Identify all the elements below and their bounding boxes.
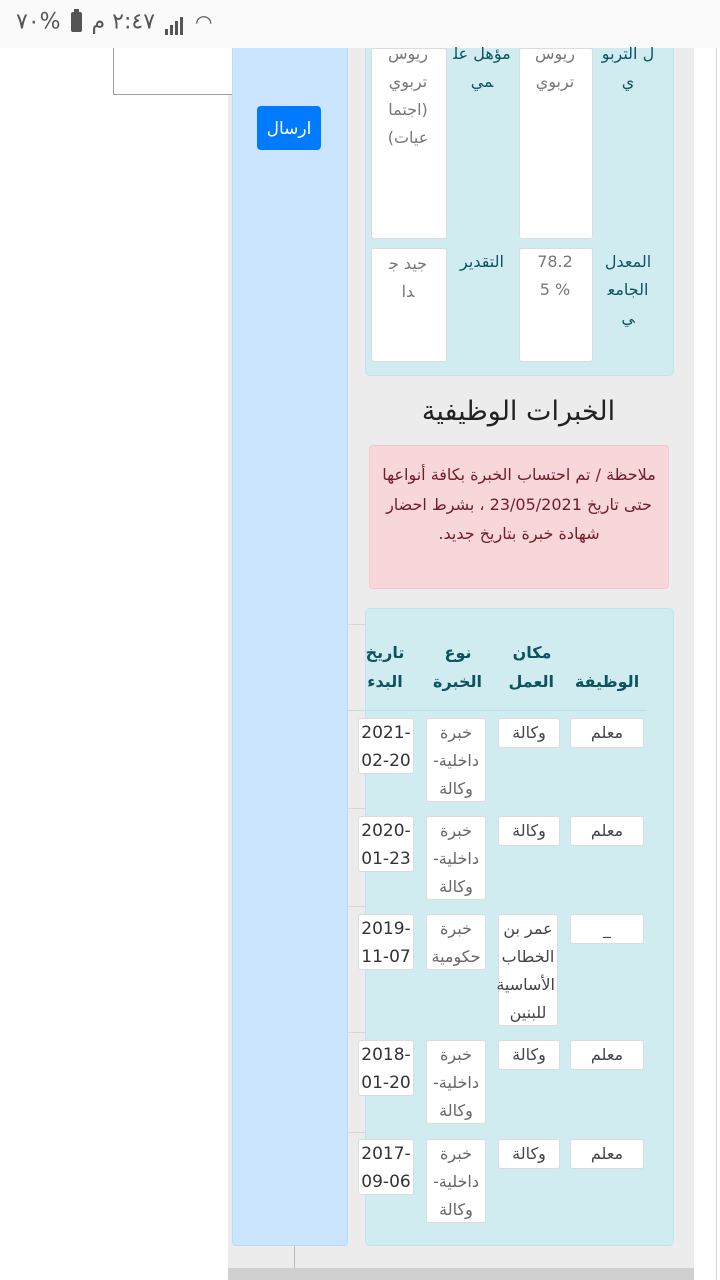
table-header-divider (347, 710, 647, 711)
wifi-icon: ◠ (195, 10, 213, 34)
cell-type: خبرة داخلية-وكالة (426, 1139, 486, 1223)
experience-note-text: ملاحظة / تم احتساب الخبرة بكافة أنواعها حتى تاريخ 23/05/2021 ، بشرط احضار شهادة خبرة بتاريخ جديد. (382, 465, 656, 543)
page-margin-left (0, 48, 228, 1280)
qualification-value: ريوس تربوي (535, 44, 575, 91)
experience-section-title: الخبرات الوظيفية (421, 396, 616, 427)
label-educational-qualification: ل التربوي (601, 44, 655, 91)
gpa-value: 78.25 % (537, 252, 573, 299)
battery-icon (71, 12, 82, 32)
cell-job: معلم (570, 1040, 644, 1070)
cell-job: معلم (570, 718, 644, 748)
row-divider (347, 1032, 365, 1033)
clock: ٢:٤٧ م (91, 9, 156, 35)
cell-start-date: 2021-02-20 (358, 718, 414, 774)
academic-qualification-value: ريوس تربوي (اجتماعيات) (387, 44, 429, 147)
label-gpa: المعدل الجامعي (604, 252, 652, 327)
column-header-job: الوظيفة (574, 672, 640, 691)
row-divider (347, 808, 365, 809)
cell-job: معلم (570, 816, 644, 846)
column-header-workplace: مكان العمل (508, 643, 554, 691)
column-header-start-date: تاريخ البدء (365, 643, 405, 691)
column-header-type: نوع الخبرة (433, 643, 482, 691)
cell-start-date: 2017-09-06 (358, 1139, 414, 1195)
page-bottom-bar (228, 1268, 694, 1280)
cell-workplace: وكالة (498, 718, 560, 748)
cell-start-date: 2019-11-07 (358, 914, 414, 970)
cell-type: خبرة داخلية-وكالة (426, 816, 486, 900)
experience-note-alert (369, 445, 669, 589)
label-grade: التقدير (460, 252, 504, 271)
cell-type: خبرة داخلية-وكالة (426, 1040, 486, 1124)
cell-job: معلم (570, 1139, 644, 1169)
cell-start-date: 2018-01-20 (358, 1040, 414, 1096)
cell-type: خبرة داخلية-وكالة (426, 718, 486, 802)
signal-icon (165, 10, 185, 35)
row-divider (347, 906, 365, 907)
battery-level: %٧٠ (16, 9, 61, 35)
cell-workplace: وكالة (498, 816, 560, 846)
row-divider (347, 710, 365, 711)
message-panel (232, 48, 348, 1246)
grade-value: جيد جدا (388, 254, 428, 301)
cell-workplace: وكالة (498, 1139, 560, 1169)
cell-job: _ (570, 914, 644, 944)
row-divider (347, 1132, 365, 1133)
cell-workplace: عمر بن الخطاب الأساسية للبنين (498, 914, 558, 1026)
page-divider (716, 48, 717, 1280)
cell-start-date: 2020-01-23 (358, 816, 414, 872)
cell-type: خبرة حكومية (426, 914, 486, 970)
cell-workplace: وكالة (498, 1040, 560, 1070)
send-button[interactable]: ارسال (257, 106, 321, 150)
row-divider (347, 624, 365, 625)
label-academic-qualification: مؤهل علمي (453, 44, 511, 91)
status-indicators (16, 9, 213, 35)
